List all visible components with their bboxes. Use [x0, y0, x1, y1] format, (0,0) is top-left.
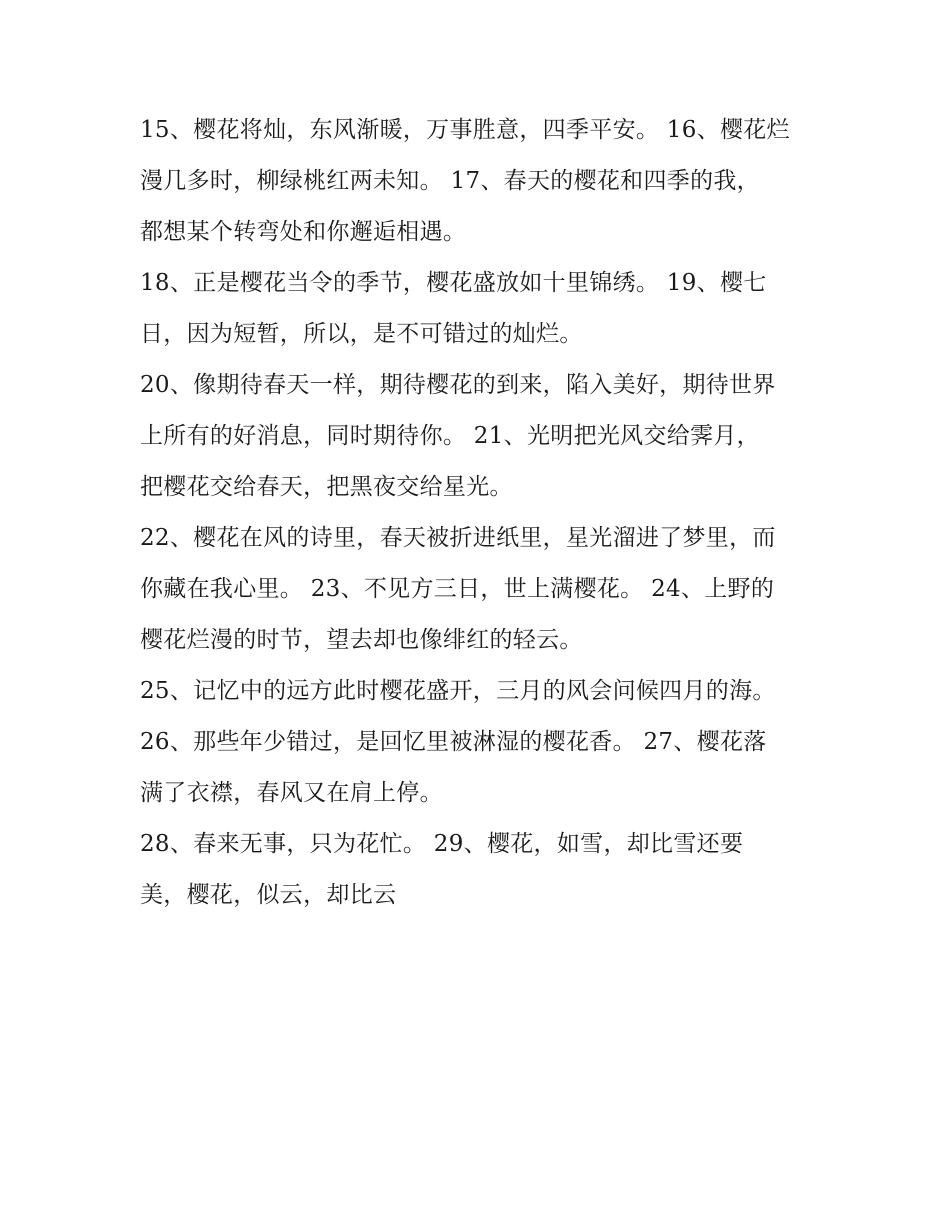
text-line: 25、记忆中的远方此时樱花盛开，三月的风会问候四月的海。 — [140, 678, 776, 704]
text-line: 美，樱花，似云，却比云 — [140, 882, 397, 908]
text-line: 上所有的好消息，同时期待你。 21、光明把光风交给霁月， — [140, 423, 760, 449]
text-line: 都想某个转弯处和你邂逅相遇。 — [140, 219, 467, 245]
text-line: 28、春来无事，只为花忙。 29、樱花，如雪，却比雪还要 — [140, 831, 744, 857]
text-line: 你藏在我心里。 23、不见方三日，世上满樱花。 24、上野的 — [140, 576, 775, 602]
text-line: 22、樱花在风的诗里，春天被折进纸里，星光溜进了梦里，而 — [140, 525, 776, 551]
text-line: 日，因为短暂，所以，是不可错过的灿烂。 — [140, 321, 583, 347]
text-line: 18、正是樱花当令的季节，樱花盛放如十里锦绣。 19、樱七 — [140, 270, 767, 296]
text-line: 20、像期待春天一样，期待樱花的到来，陷入美好，期待世界 — [140, 372, 776, 398]
text-line: 26、那些年少错过，是回忆里被淋湿的樱花香。 27、樱花落 — [140, 729, 767, 755]
text-line: 樱花烂漫的时节，望去却也像绯红的轻云。 — [140, 627, 583, 653]
text-line: 把樱花交给春天，把黑夜交给星光。 — [140, 474, 513, 500]
text-line: 满了衣襟，春风又在肩上停。 — [140, 780, 443, 806]
text-line: 漫几多时，柳绿桃红两未知。 17、春天的樱花和四季的我， — [140, 168, 760, 194]
text-line: 15、樱花将灿，东风渐暖，万事胜意，四季平安。 16、樱花烂 — [140, 117, 790, 143]
document-body-text — [140, 109, 820, 925]
